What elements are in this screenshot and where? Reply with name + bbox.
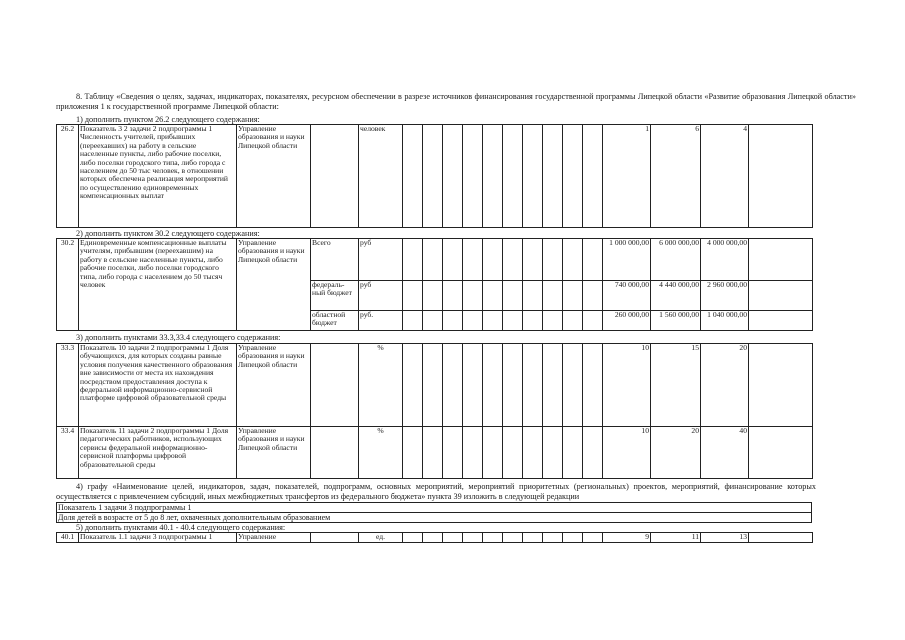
responsible-executor: Управление образования и науки Липецкой области: [237, 125, 311, 228]
table-rows-30-2: [56, 238, 813, 331]
value-2019: 740 000,00: [603, 281, 651, 311]
value-2020: 4 440 000,00: [651, 281, 701, 311]
value-2020: 6 000 000,00: [651, 239, 701, 281]
box-line-1: Показатель 1 задачи 3 подпрограммы 1: [57, 503, 812, 513]
value-2019: 10: [603, 427, 651, 479]
value-2020: 15: [651, 344, 701, 427]
indicator-name: Показатель 10 задачи 2 подпрограммы 1 Доля обучающихся, для которых созданы равные условия получения качественного образования вне зависимости от места их нахождения посредством предоставления доступа к федеральной информационно-сервисной платформе цифровой образовательной среды: [79, 344, 237, 427]
responsible-executor: Управление образования и науки Липецкой области: [237, 239, 311, 331]
value-2019: 10: [603, 344, 651, 427]
value-2019: 1 000 000,00: [603, 239, 651, 281]
value-2020: 1 560 000,00: [651, 311, 701, 331]
funding-source: Всего: [311, 239, 359, 281]
row-number: 40.1: [57, 533, 79, 543]
intro-paragraph: 8. Таблицу «Сведения о целях, задачах, индикаторах, показателях, ресурсном обеспечении в разрезе источников финансирования государственной программы Липецкой области «Развитие образования Липецкой области» приложения 1 к государственной программе Липецкой области:: [56, 92, 856, 111]
unit: %: [359, 427, 403, 479]
table-row-26-2: [56, 124, 813, 228]
unit: руб: [359, 281, 403, 311]
responsible-executor: Управление образования и науки Липецкой области: [237, 344, 311, 427]
value-2021: 40: [701, 427, 749, 479]
value-2020: 6: [651, 125, 701, 228]
section-4-paragraph: 4) графу «Наименование целей, индикаторов, задач, показателей, подпрограмм, основных мероприятий, мероприятий приоритетных (региональных) проектов, мероприятий, финансирование которых осуществляется с привлечением субсидий, иных межбюджетных трансфертов из федерального бюджета» пункта 39 изложить в следующей редакции: [56, 482, 816, 501]
value-2020: 11: [651, 533, 701, 543]
value-2021: 13: [701, 533, 749, 543]
value-2020: 20: [651, 427, 701, 479]
section-5-caption: 5) дополнить пунктами 40.1 - 40.4 следующего содержания:: [76, 523, 286, 532]
unit: ед.: [359, 533, 403, 543]
value-2021: 4: [701, 125, 749, 228]
row-number: 26.2: [57, 125, 79, 228]
funding-source: федераль-ный бюджет: [311, 281, 359, 311]
section-3-caption: 3) дополнить пунктами 33.3,33.4 следующего содержания:: [76, 333, 281, 342]
value-2021: 1 040 000,00: [701, 311, 749, 331]
value-2019: 1: [603, 125, 651, 228]
value-2021: 2 960 000,00: [701, 281, 749, 311]
unit: руб.: [359, 311, 403, 331]
unit: человек: [359, 125, 403, 228]
measure-name: Единовременные компенсационные выплаты учителям, прибывшим (переехавшим) на работу в сельские населенные пункты, либо рабочие поселки, либо поселки городского типа, либо города с населением до 50 тысяч человек: [79, 239, 237, 331]
unit: %: [359, 344, 403, 427]
row-number: 33.3: [57, 344, 79, 427]
value-2021: 20: [701, 344, 749, 427]
value-2019: 9: [603, 533, 651, 543]
replacement-text-box: [56, 502, 812, 523]
unit: руб: [359, 239, 403, 281]
indicator-name: Показатель 1.1 задачи 3 подпрограммы 1: [79, 533, 237, 543]
table-row-40-1: [56, 532, 813, 543]
funding-source: областной бюджет: [311, 311, 359, 331]
responsible-executor: Управление: [237, 533, 311, 543]
row-number: 33.4: [57, 427, 79, 479]
value-2021: 4 000 000,00: [701, 239, 749, 281]
section-1-caption: 1) дополнить пунктом 26.2 следующего содержания:: [76, 115, 260, 124]
row-number: 30.2: [57, 239, 79, 331]
table-rows-33: [56, 343, 813, 479]
responsible-executor: Управление образования и науки Липецкой области: [237, 427, 311, 479]
indicator-name: Показатель 3 2 задачи 2 подпрограммы 1 Численность учителей, прибывших (переехавших) на работу в сельские населенные пункты, либо рабочие поселки, либо поселки городского типа, либо города с населением до 50 тыс человек, в отношении которых обеспечена реализация мероприятий по осуществлению единовременных компенсационных выплат: [79, 125, 237, 228]
section-2-caption: 2) дополнить пунктом 30.2 следующего содержания:: [76, 229, 260, 238]
box-line-2: Доля детей в возрасте от 5 до 8 лет, охваченных дополнительным образованием: [57, 513, 812, 523]
value-2019: 260 000,00: [603, 311, 651, 331]
indicator-name: Показатель 11 задачи 2 подпрограммы 1 Доля педагогических работников, использующих сервисы федеральной информационно-сервисной платформы цифровой образовательной среды: [79, 427, 237, 479]
